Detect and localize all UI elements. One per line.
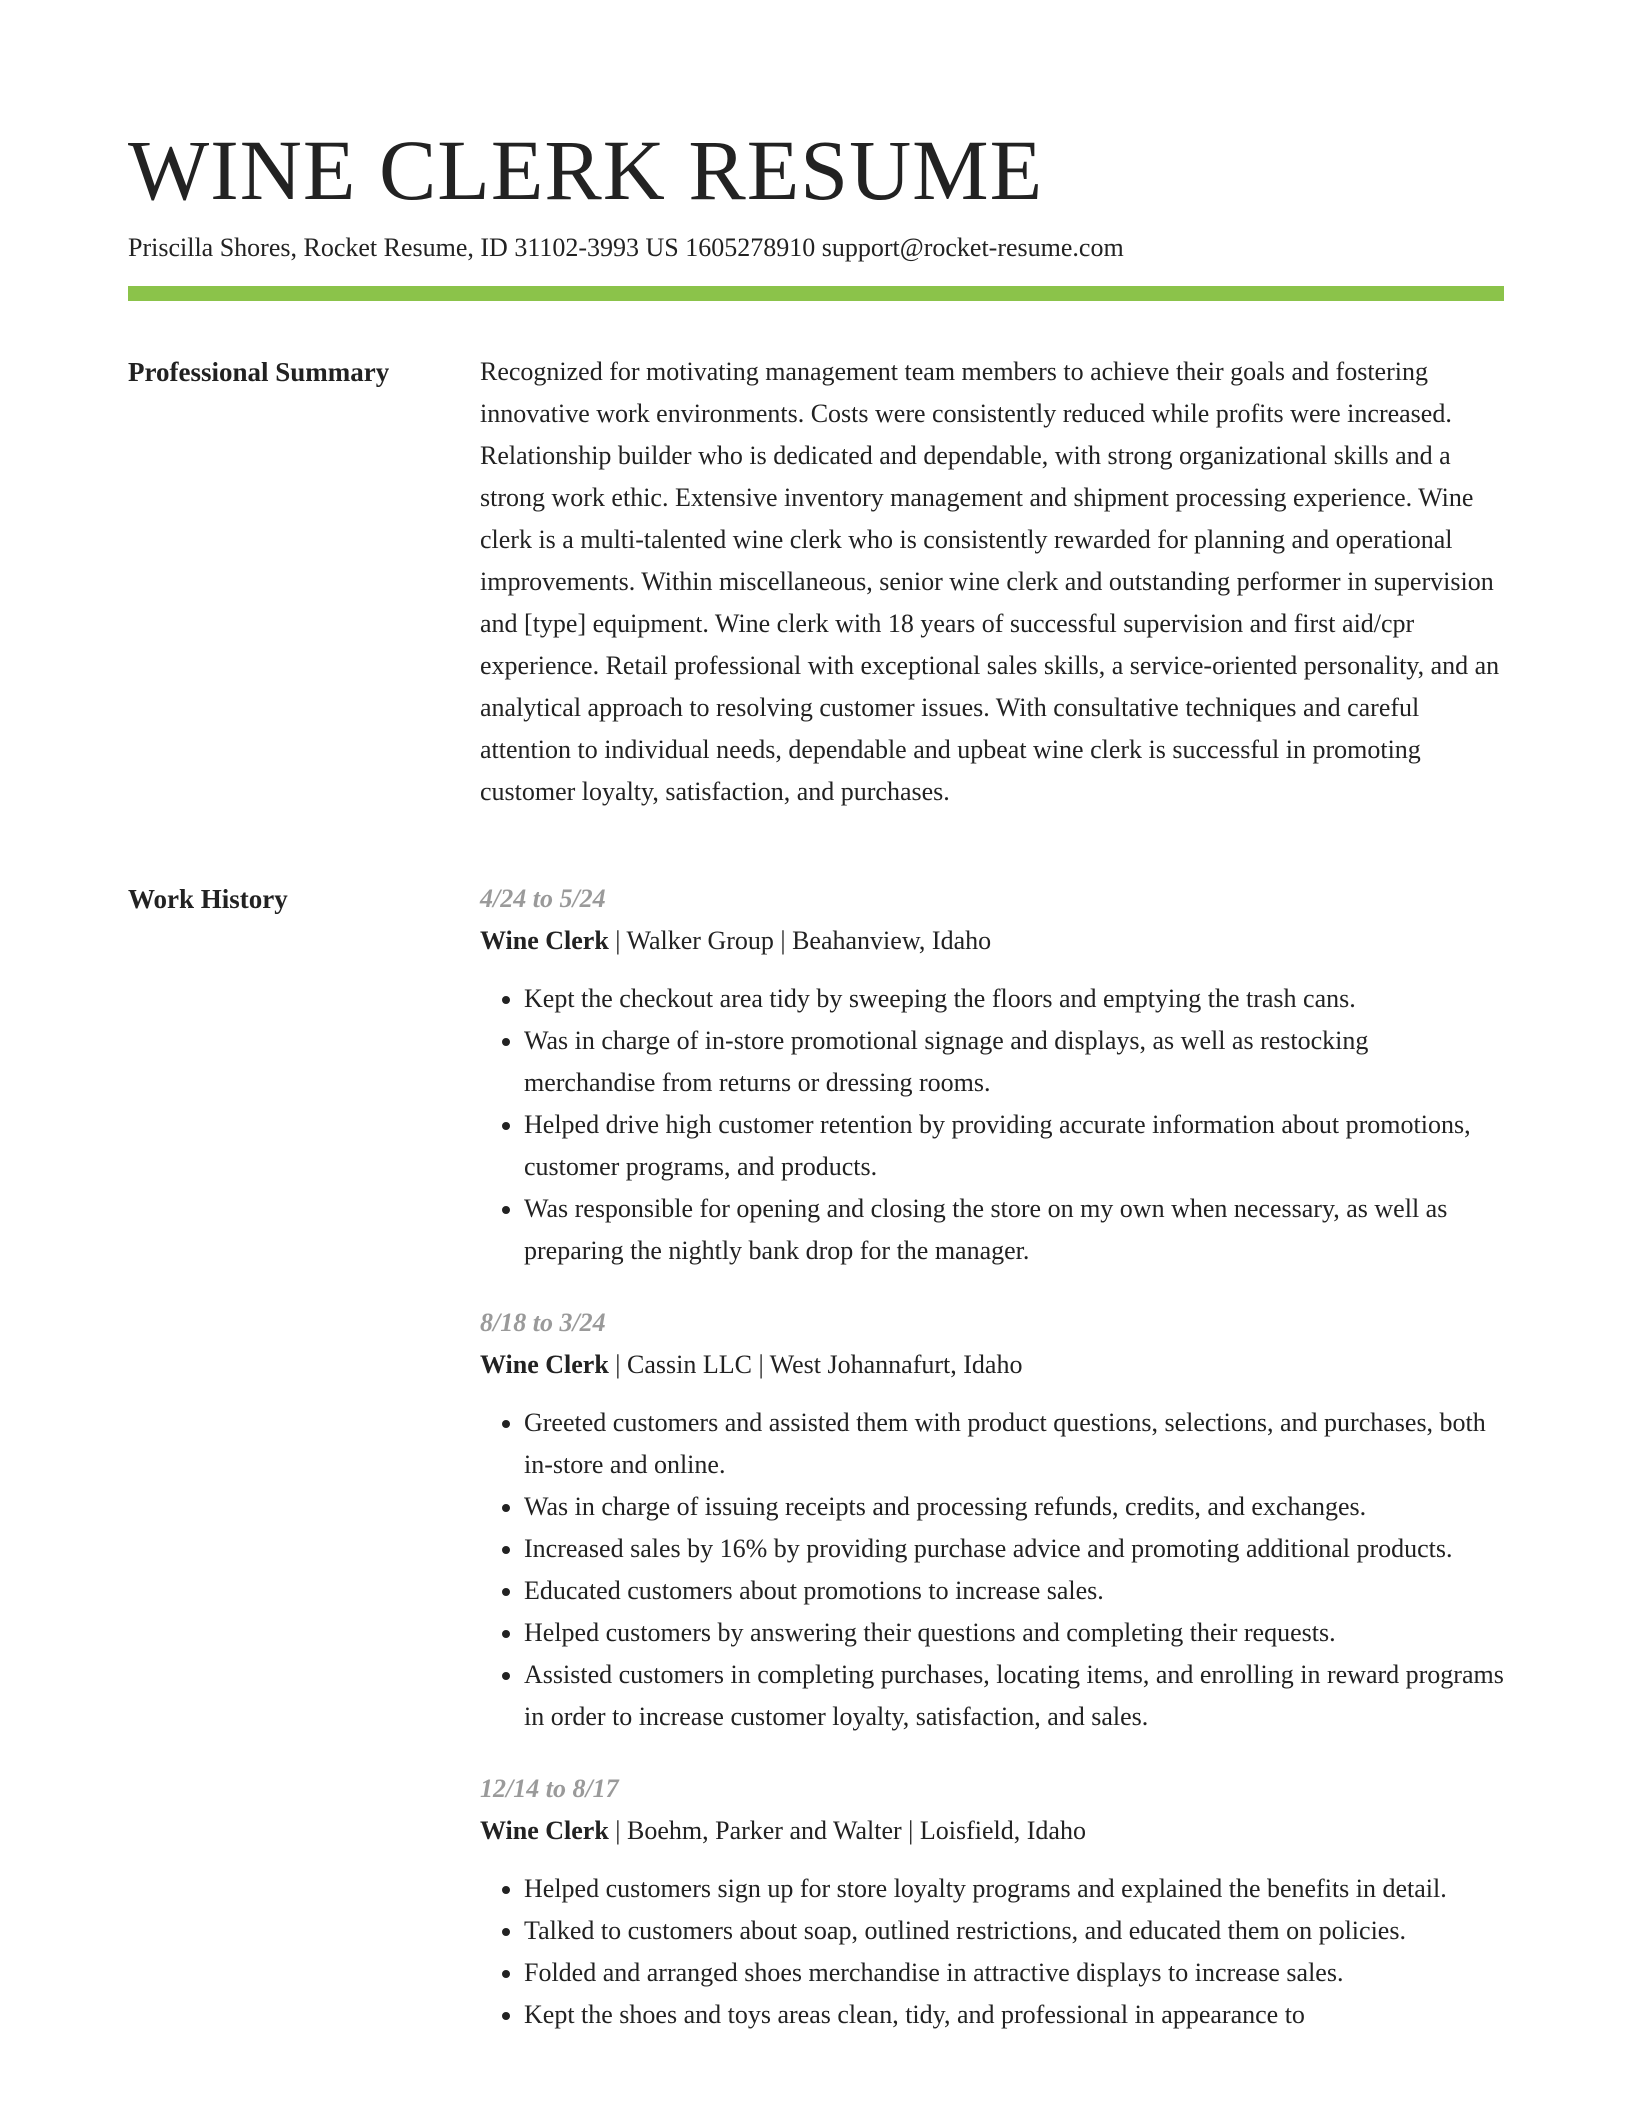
job-bullet: • Helped customers sign up for store loyalty programs and explained the benefits in detail. xyxy=(524,1868,1504,1910)
header-divider xyxy=(128,286,1504,301)
job-title: Wine Clerk xyxy=(480,1350,609,1379)
job-dates: 12/14 to 8/17 xyxy=(480,1774,619,1803)
job-bullet: • Helped drive high customer retention by providing accurate information about promotions, customer programs, and products. xyxy=(524,1104,1504,1188)
job-bullet: • Greeted customers and assisted them with product questions, selections, and purchases, both in-store and online. xyxy=(524,1402,1504,1486)
job-bullet: • Was in charge of issuing receipts and processing refunds, credits, and exchanges. xyxy=(524,1486,1504,1528)
job-bullet: • Helped customers by answering their questions and completing their requests. xyxy=(524,1612,1504,1654)
summary-body xyxy=(480,351,1504,813)
section-label-professional-summary: Professional Summary xyxy=(128,357,390,387)
work-history-body xyxy=(480,878,1504,2066)
job-bullet: • Talked to customers about soap, outlined restrictions, and educated them on policies. xyxy=(524,1910,1504,1952)
job-bullet: • Was in charge of in-store promotional signage and displays, as well as restocking merchandise from returns or dressing rooms. xyxy=(524,1020,1504,1104)
contact-info: Priscilla Shores, Rocket Resume, ID 31102-3993 US 1605278910 support@rocket-resume.com xyxy=(128,233,1124,262)
job-entry xyxy=(480,878,1504,1272)
resume-title: WINE CLERK RESUME xyxy=(128,122,1044,218)
job-dates: 8/18 to 3/24 xyxy=(480,1308,606,1337)
section-label-work-history: Work History xyxy=(128,884,288,914)
job-bullet-list xyxy=(480,1402,1504,1738)
job-bullet-list xyxy=(480,978,1504,1272)
job-bullet: • Folded and arranged shoes merchandise in attractive displays to increase sales. xyxy=(524,1952,1504,1994)
job-dates: 4/24 to 5/24 xyxy=(480,884,606,913)
job-heading xyxy=(480,1810,1504,1852)
summary-text: Recognized for motivating management team members to achieve their goals and fostering innovative work environments. Costs were consistently reduced while profits were increased. Relationship builder who is dedicated and dependable, with strong organizational skills and a strong work ethic. Extensive inventory management and shipment processing experience. Wine clerk is a multi-talented wine clerk who is consistently rewarded for planning and operational improvements. Within miscellaneous, senior wine clerk and outstanding performer in supervision and [type] equipment. Wine clerk with 18 years of successful supervision and first aid/cpr experience. Retail professional with exceptional sales skills, a service-oriented personality, and an analytical approach to resolving customer issues. With consultative techniques and careful attention to individual needs, dependable and upbeat wine clerk is successful in promoting customer loyalty, satisfaction, and purchases. xyxy=(480,357,1500,806)
job-heading xyxy=(480,920,1504,962)
job-entry xyxy=(480,1302,1504,1738)
job-employer-location: | Walker Group | Beahanview, Idaho xyxy=(608,926,992,955)
job-employer-location: | Cassin LLC | West Johannafurt, Idaho xyxy=(608,1350,1023,1379)
job-employer-location: | Boehm, Parker and Walter | Loisfield, Idaho xyxy=(608,1816,1086,1845)
job-heading xyxy=(480,1344,1504,1386)
job-bullet: • Was responsible for opening and closing the store on my own when necessary, as well as preparing the nightly bank drop for the manager. xyxy=(524,1188,1504,1272)
job-bullet: • Educated customers about promotions to increase sales. xyxy=(524,1570,1504,1612)
job-bullet: • Increased sales by 16% by providing purchase advice and promoting additional products. xyxy=(524,1528,1504,1570)
job-bullet-list xyxy=(480,1868,1504,2036)
job-entry xyxy=(480,1768,1504,2036)
job-title: Wine Clerk xyxy=(480,926,609,955)
job-bullet: • Kept the shoes and toys areas clean, tidy, and professional in appearance to xyxy=(524,1994,1504,2036)
job-title: Wine Clerk xyxy=(480,1816,609,1845)
job-bullet: • Kept the checkout area tidy by sweeping the floors and emptying the trash cans. xyxy=(524,978,1504,1020)
job-bullet: • Assisted customers in completing purchases, locating items, and enrolling in reward programs in order to increase customer loyalty, satisfaction, and sales. xyxy=(524,1654,1504,1738)
